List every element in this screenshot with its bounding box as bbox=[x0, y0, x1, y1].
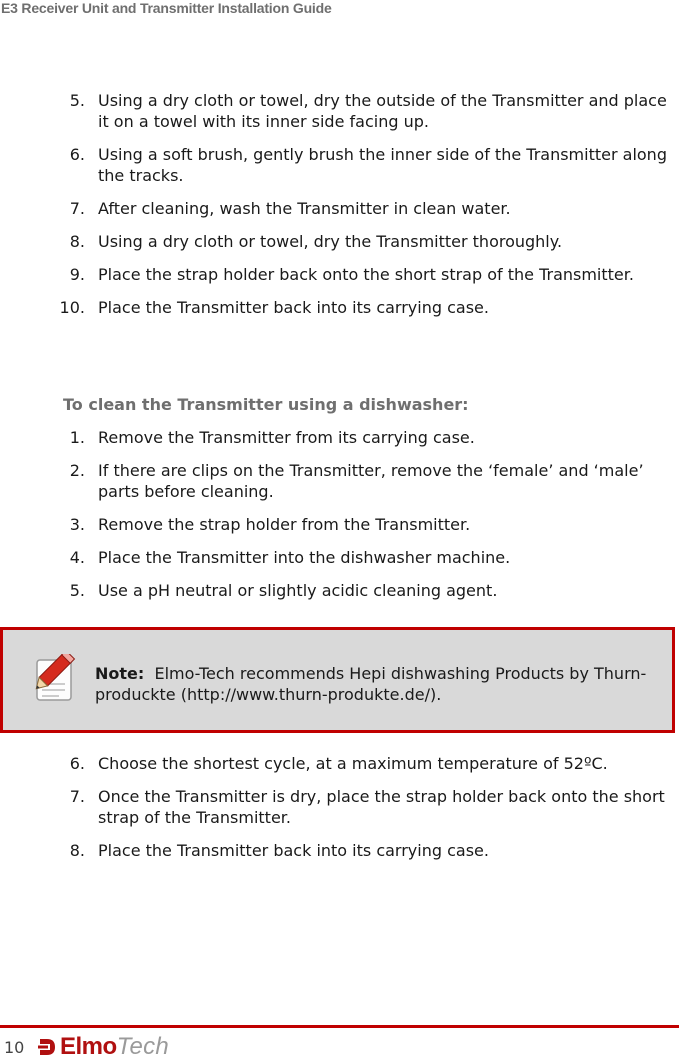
elmotech-logo bbox=[38, 1033, 169, 1061]
list-item: 5. Using a dry cloth or towel, dry the outside of the Transmitter and place it on a towel with its inner side facing up. bbox=[69, 91, 667, 131]
logo-elmo: Elmo bbox=[60, 1033, 117, 1060]
cleaning-steps-list bbox=[0, 90, 679, 330]
dishwasher-steps-list bbox=[0, 427, 679, 613]
note-text bbox=[95, 663, 665, 705]
list-item: 1. Remove the Transmitter from its carrying case. bbox=[69, 428, 475, 447]
list-item: 6. Using a soft brush, gently brush the inner side of the Transmitter along the tracks. bbox=[69, 145, 667, 185]
running-header: E3 Receiver Unit and Transmitter Installation Guide bbox=[1, 0, 332, 16]
footer-rule bbox=[0, 1025, 679, 1028]
elmotech-logo-mark-icon bbox=[38, 1036, 58, 1058]
note-label: Note: bbox=[95, 664, 145, 683]
section-subheading: To clean the Transmitter using a dishwasher: bbox=[63, 395, 469, 414]
list-item: 9. Place the strap holder back onto the short strap of the Transmitter. bbox=[69, 265, 634, 284]
page-number: 10 bbox=[4, 1038, 25, 1057]
list-item: 8. Place the Transmitter back into its carrying case. bbox=[69, 841, 489, 860]
list-item: 2. If there are clips on the Transmitter, remove the ‘female’ and ‘male’ parts before cleaning. bbox=[69, 461, 644, 501]
note-box bbox=[0, 627, 675, 733]
list-item: 4. Place the Transmitter into the dishwasher machine. bbox=[69, 548, 511, 567]
note-body: Elmo-Tech recommends Hepi dishwashing Products by Thurn-produckte (http://www.thurn-produkte.de/). bbox=[95, 664, 647, 704]
note-pencil-icon bbox=[27, 654, 77, 704]
list-item: 7. Once the Transmitter is dry, place the strap holder back onto the short strap of the Transmitter. bbox=[69, 787, 665, 827]
list-item: 10. Place the Transmitter back into its carrying case. bbox=[59, 298, 489, 317]
dishwasher-steps-continued-list bbox=[0, 753, 679, 873]
list-item: 6. Choose the shortest cycle, at a maximum temperature of 52ºC. bbox=[69, 754, 608, 773]
list-item: 5. Use a pH neutral or slightly acidic cleaning agent. bbox=[69, 581, 498, 600]
list-item: 7. After cleaning, wash the Transmitter in clean water. bbox=[69, 199, 511, 218]
list-item: 3. Remove the strap holder from the Transmitter. bbox=[69, 515, 471, 534]
list-item: 8. Using a dry cloth or towel, dry the Transmitter thoroughly. bbox=[69, 232, 563, 251]
logo-tech: Tech bbox=[116, 1033, 170, 1060]
